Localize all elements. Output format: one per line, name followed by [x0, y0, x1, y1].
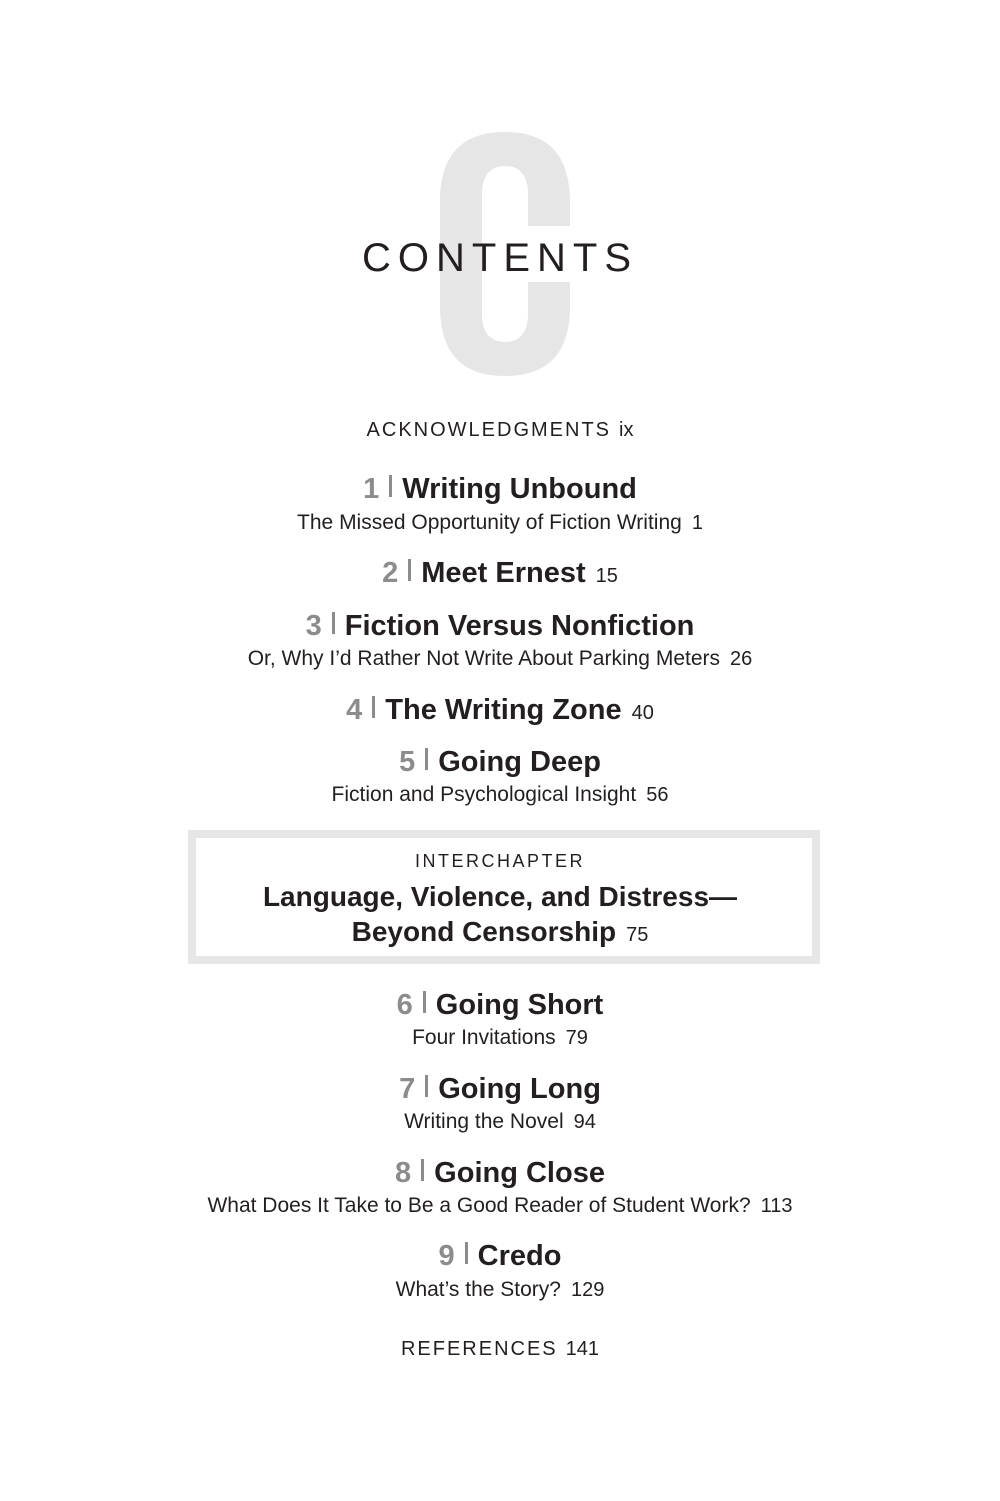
chapter-page: 79 — [565, 1027, 588, 1049]
toc-acknowledgments[interactable] — [0, 416, 1000, 444]
chapter-page: 94 — [573, 1111, 596, 1133]
chapter-subtitle: Fiction and Psychological Insight — [331, 783, 637, 806]
chapter-subtitle: What’s the Story? — [395, 1278, 561, 1301]
chapter-title: Writing Unbound — [402, 473, 637, 505]
interchapter-title-line-2[interactable] — [0, 914, 1000, 953]
toc-chapter-1[interactable] — [0, 470, 1000, 508]
separator-bar — [421, 1159, 424, 1181]
chapter-page: 1 — [691, 512, 703, 534]
chapter-title: Going Long — [438, 1073, 601, 1105]
separator-bar — [465, 1242, 468, 1264]
separator-bar — [389, 475, 392, 497]
toc-chapter-5-subtitle — [0, 781, 1000, 809]
toc-chapter-8-subtitle — [0, 1192, 1000, 1220]
interchapter-label: INTERCHAPTER — [414, 851, 585, 871]
toc-chapter-6[interactable] — [0, 986, 1000, 1024]
chapter-page: 129 — [570, 1279, 605, 1301]
toc-chapter-7-subtitle — [0, 1108, 1000, 1136]
interchapter-title: Beyond Censorship — [351, 916, 617, 947]
toc-chapter-6-subtitle — [0, 1024, 1000, 1052]
chapter-subtitle: Writing the Novel — [404, 1110, 564, 1133]
chapter-number: 9 — [438, 1240, 455, 1272]
chapter-subtitle: Or, Why I’d Rather Not Write About Parking Meters — [247, 647, 721, 670]
separator-bar — [425, 1075, 428, 1097]
toc-chapter-1-subtitle — [0, 509, 1000, 537]
chapter-title: Going Close — [434, 1157, 605, 1189]
references-page: 141 — [565, 1338, 600, 1360]
toc-chapter-7[interactable] — [0, 1070, 1000, 1108]
chapter-subtitle: Four Invitations — [412, 1026, 556, 1049]
toc-chapter-4[interactable] — [0, 691, 1000, 732]
toc-references[interactable] — [0, 1335, 1000, 1363]
chapter-number: 6 — [396, 989, 413, 1021]
chapter-number: 3 — [305, 610, 322, 642]
separator-bar — [408, 559, 411, 581]
chapter-title: Meet Ernest — [421, 557, 586, 589]
toc-chapter-2[interactable] — [0, 554, 1000, 595]
chapter-subtitle: What Does It Take to Be a Good Reader of Student Work? — [207, 1194, 751, 1217]
chapter-title: The Writing Zone — [385, 694, 622, 726]
chapter-title: Going Deep — [438, 746, 601, 778]
chapter-page: 56 — [646, 784, 669, 806]
interchapter-page: 75 — [626, 924, 649, 946]
acknowledgments-label: ACKNOWLEDGMENTS — [366, 419, 611, 441]
chapter-page: 113 — [760, 1195, 793, 1217]
separator-bar — [372, 696, 375, 718]
toc-chapter-8[interactable] — [0, 1154, 1000, 1192]
chapter-number: 4 — [346, 694, 363, 726]
toc-chapter-9[interactable] — [0, 1237, 1000, 1275]
toc-chapter-9-subtitle — [0, 1276, 1000, 1304]
chapter-number: 7 — [399, 1073, 416, 1105]
chapter-title: Credo — [477, 1240, 562, 1272]
chapter-number: 2 — [382, 557, 399, 589]
acknowledgments-page: ix — [619, 419, 634, 441]
toc-chapter-3-subtitle — [0, 645, 1000, 673]
chapter-number: 1 — [363, 473, 380, 505]
separator-bar — [332, 612, 335, 634]
chapter-title: Fiction Versus Nonfiction — [344, 610, 695, 642]
chapter-page: 40 — [631, 702, 654, 724]
chapter-number: 5 — [399, 746, 416, 778]
chapter-number: 8 — [395, 1157, 412, 1189]
toc-chapter-5[interactable] — [0, 743, 1000, 781]
chapter-subtitle: The Missed Opportunity of Fiction Writing — [297, 511, 682, 534]
chapter-title: Going Short — [435, 989, 604, 1021]
separator-bar — [425, 748, 428, 770]
chapter-page: 26 — [730, 648, 753, 670]
chapter-page: 15 — [595, 565, 618, 587]
separator-bar — [423, 991, 426, 1013]
page-title: CONTENTS — [362, 236, 638, 280]
interchapter-title-line-1[interactable]: Language, Violence, and Distress— — [262, 881, 738, 912]
references-label: REFERENCES — [400, 1338, 558, 1360]
toc-chapter-3[interactable] — [0, 607, 1000, 645]
